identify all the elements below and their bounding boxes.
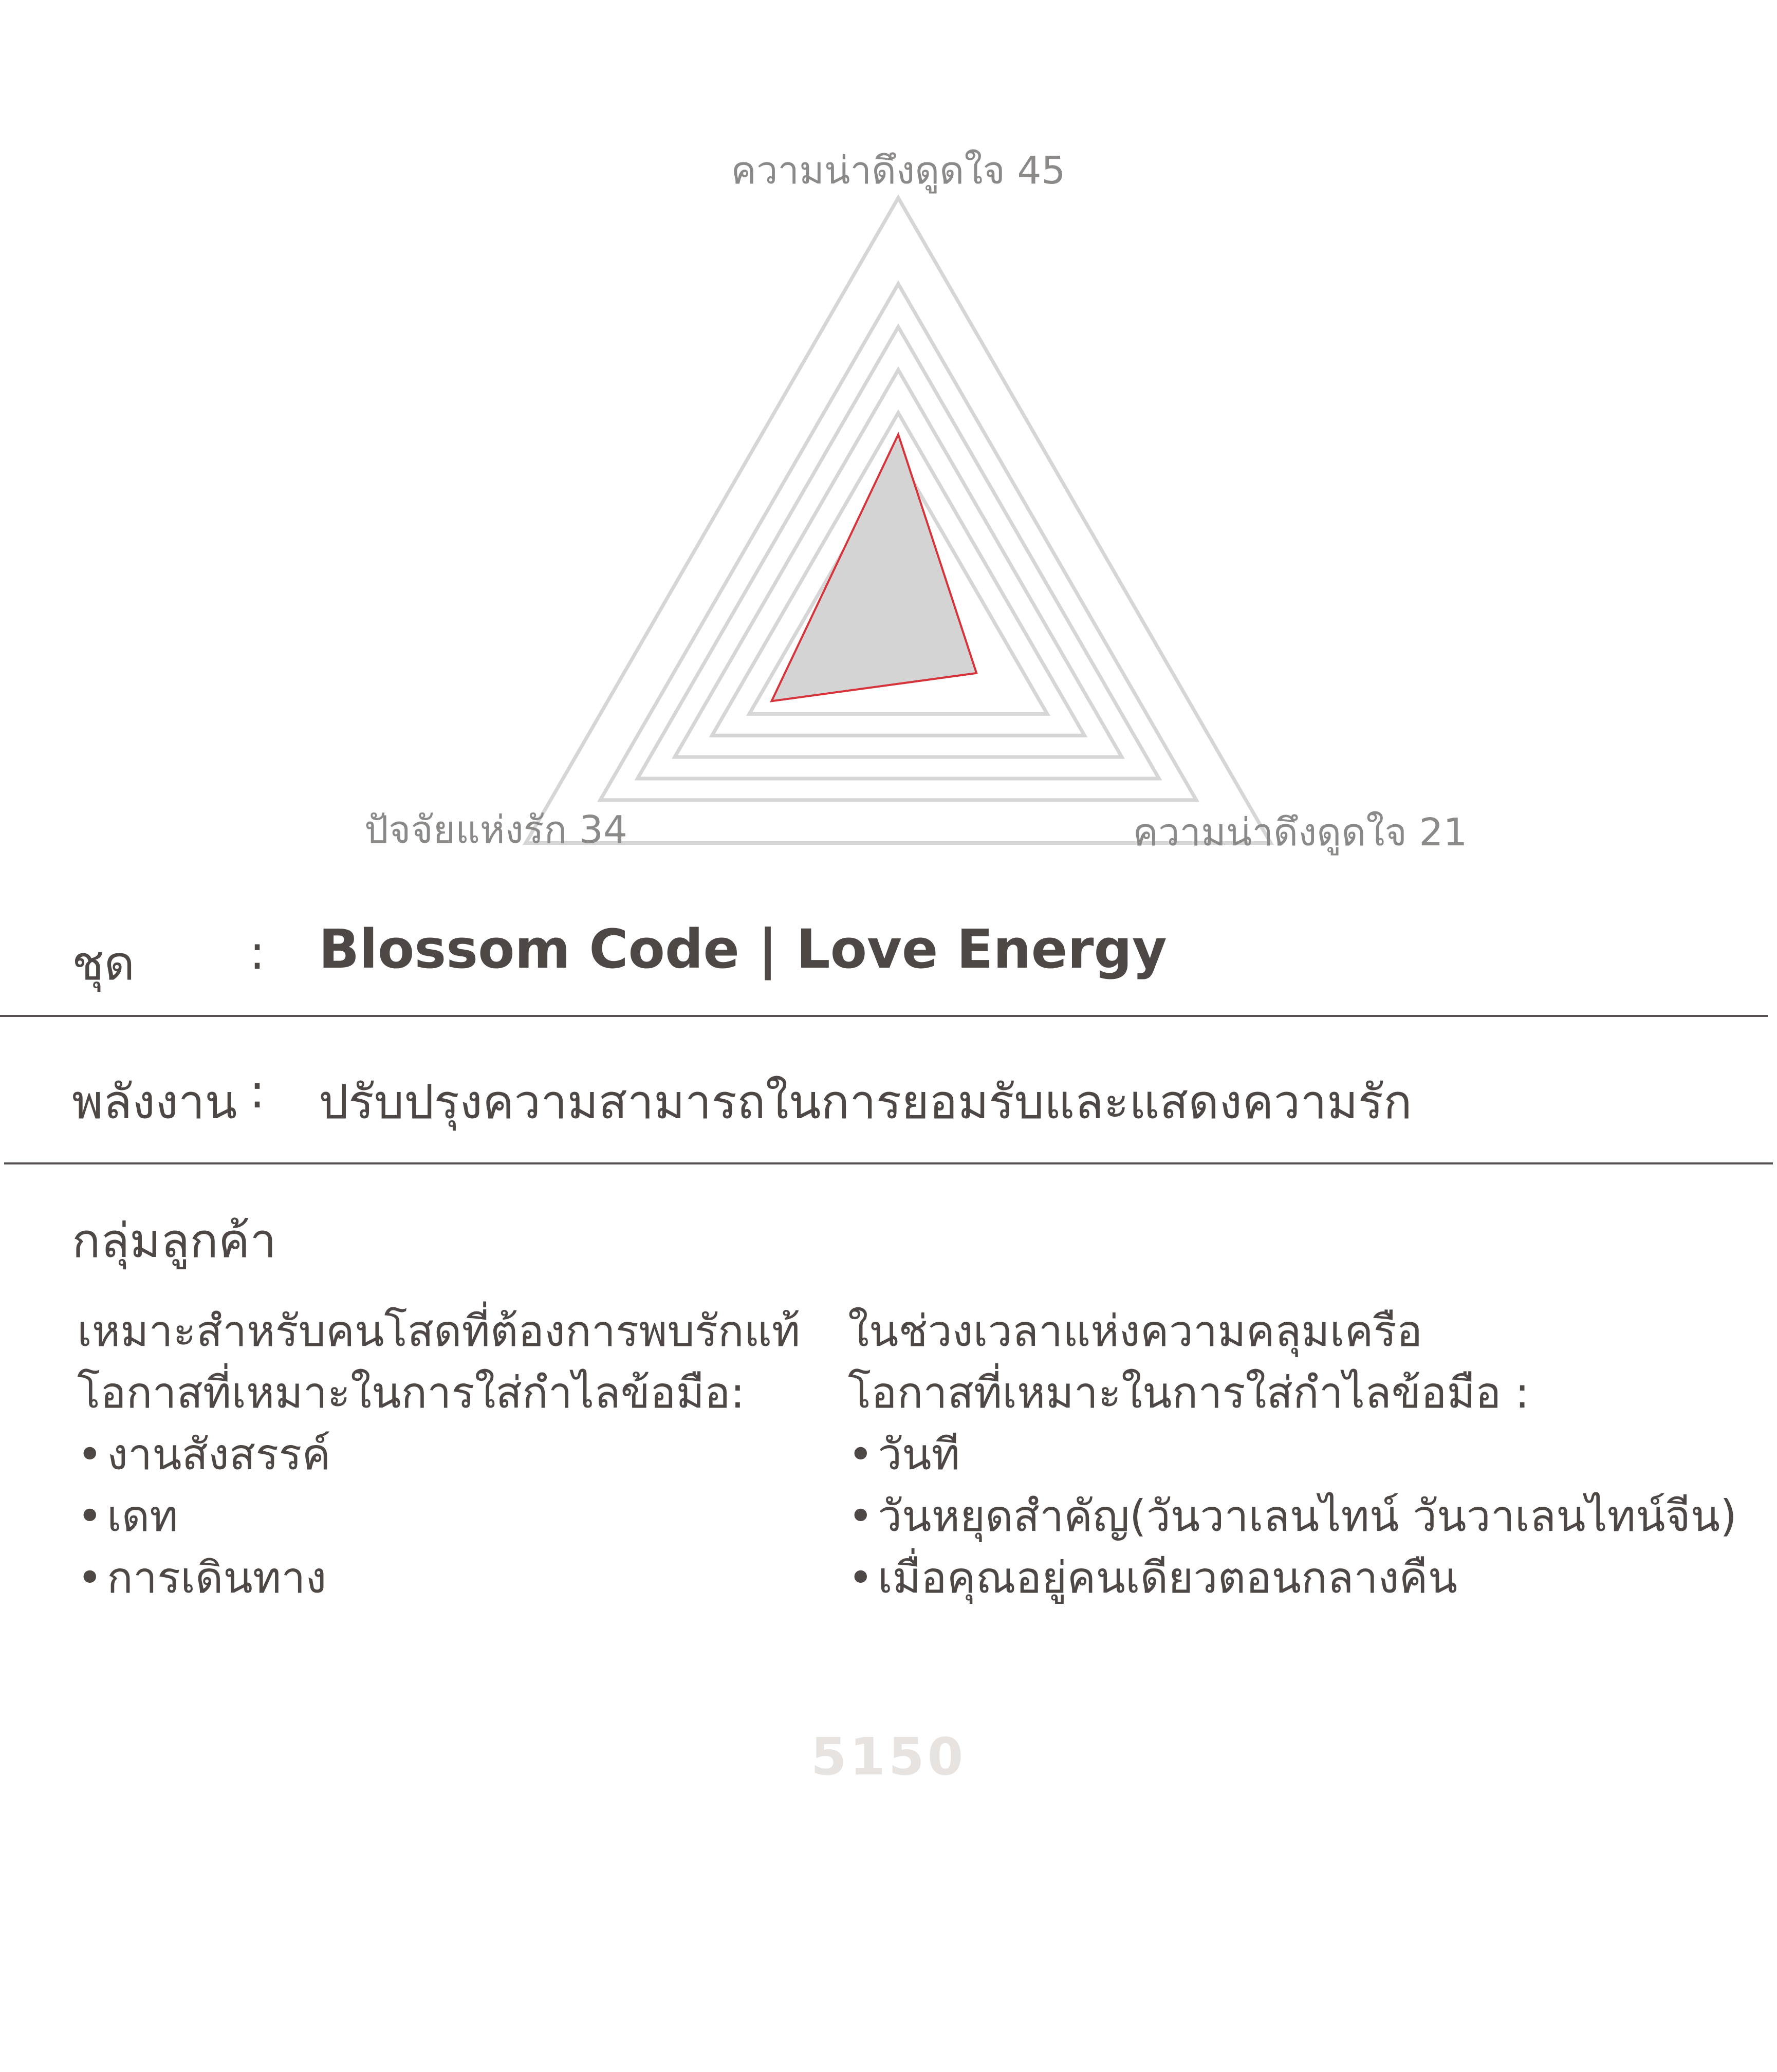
axis-label-right: ความน่าดึงดูดใจ 21 [1133, 810, 1468, 855]
list-item [77, 1547, 800, 1608]
energy-colon: : [249, 1064, 265, 1119]
list-item [848, 1485, 1737, 1547]
right-bullet-2: วันหยุดสำคัญ(วันวาเลนไทน์ วันวาเลนไทน์จีน) [878, 1491, 1737, 1541]
bullet-icon: • [848, 1491, 874, 1541]
divider-set [0, 1015, 1768, 1017]
watermark: 5150 [810, 1727, 967, 1787]
customer-heading: กลุ่มลูกค้า [72, 1213, 277, 1268]
bullet-icon: • [848, 1429, 874, 1479]
list-item [77, 1485, 800, 1547]
right-line-1: ในช่วงเวลาแห่งความคลุมเครือ [848, 1306, 1423, 1356]
list-item [848, 1547, 1737, 1608]
divider-energy [4, 1162, 1773, 1164]
bullet-icon: • [77, 1429, 103, 1479]
set-value: Blossom Code | Love Energy [319, 918, 1167, 980]
right-bullet-3: เมื่อคุณอยู่คนเดียวตอนกลางคืน [878, 1552, 1458, 1603]
right-bullet-1: วันที [878, 1429, 960, 1479]
axis-label-top: ความน่าดึงดูดใจ 45 [731, 149, 1066, 193]
radar-series-area [772, 434, 977, 701]
list-item [77, 1423, 800, 1485]
left-bullet-3: การเดินทาง [107, 1552, 327, 1603]
bullet-icon: • [77, 1552, 103, 1603]
left-bullet-1: งานสังสรรค์ [107, 1429, 331, 1479]
energy-label: พลังงาน [72, 1075, 237, 1130]
bullet-icon: • [77, 1491, 103, 1541]
customer-column-right [848, 1300, 1737, 1608]
set-label: ชุด [72, 936, 135, 991]
customer-column-left [77, 1300, 800, 1608]
radar-chart [0, 0, 1777, 884]
bullet-icon: • [848, 1552, 874, 1603]
right-line-2: โอกาสที่เหมาะในการใส่กำไลข้อมือ : [848, 1367, 1530, 1418]
energy-value: ปรับปรุงความสามารถในการยอมรับและแสดงความรัก [319, 1075, 1412, 1130]
list-item [848, 1423, 1737, 1485]
axis-label-left: ปัจจัยแห่งรัก 34 [364, 808, 627, 852]
left-bullet-2: เดท [107, 1491, 178, 1541]
left-line-1: เหมาะสำหรับคนโสดที่ต้องการพบรักแท้ [77, 1306, 801, 1356]
set-colon: : [249, 925, 265, 980]
left-line-2: โอกาสที่เหมาะในการใส่กำไลข้อมือ: [77, 1367, 745, 1418]
